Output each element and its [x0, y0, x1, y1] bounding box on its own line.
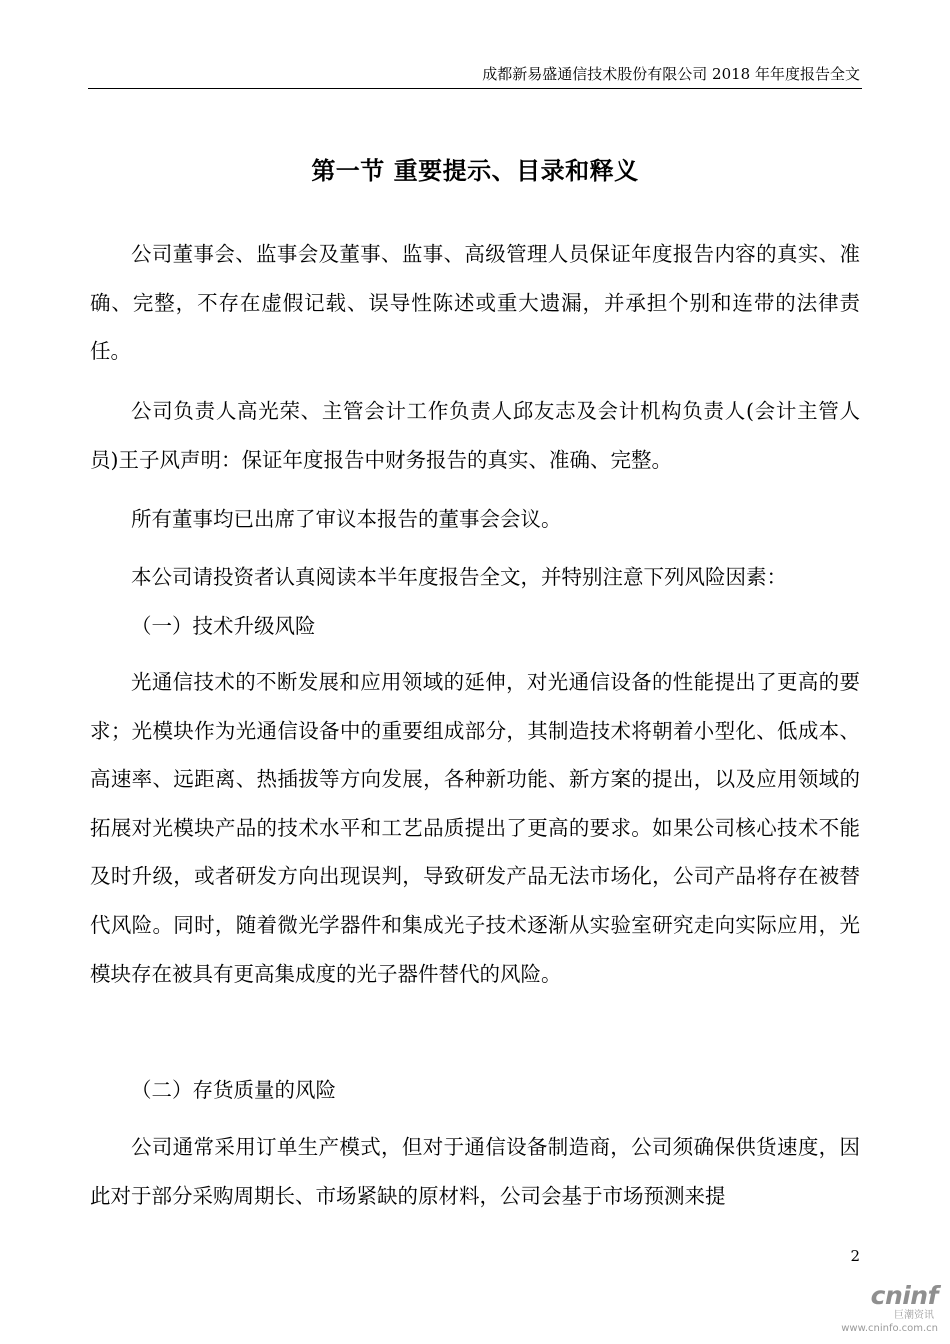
- risk-body-technology-upgrade: 光通信技术的不断发展和应用领域的延伸，对光通信设备的性能提出了更高的要求；光模块作为光通信设备中的重要组成部分，其制造技术将朝着小型化、低成本、高速率、远距离、热插拔等方向发展，各种新功能、新方案的提出，以及应用领域的拓展对光模块产品的技术水平和工艺品质提出了更高的要求。如果公司核心技术不能及时升级，或者研发方向出现误判，导致研发产品无法市场化，公司产品将存在被替代风险。同时，随着微光学器件和集成光子技术逐渐从实验室研究走向实际应用，光模块存在被具有更高集成度的光子器件替代的风险。: [90, 670, 860, 986]
- paragraph-board-guarantee: 公司董事会、监事会及董事、监事、高级管理人员保证年度报告内容的真实、准确、完整，不存在虚假记载、误导性陈述或重大遗漏，并承担个别和连带的法律责任。: [90, 242, 860, 364]
- cninfo-logo: cninf: [870, 1281, 938, 1310]
- report-header-title: 成都新易盛通信技术股份有限公司 2018 年年度报告全文: [482, 65, 860, 83]
- header-divider: [88, 88, 862, 89]
- cninfo-watermark: [841, 1281, 940, 1338]
- risk-body-inventory-quality: 公司通常采用订单生产模式，但对于通信设备制造商，公司须确保供货速度，因此对于部分采购周期长、市场紧缺的原材料，公司会基于市场预测来提: [90, 1135, 860, 1208]
- paragraph-investor-notice: 本公司请投资者认真阅读本半年度报告全文，并特别注意下列风险因素：: [131, 565, 787, 589]
- risk-heading-technology-upgrade: （一）技术升级风险: [131, 614, 316, 638]
- risk-heading-inventory-quality: （二）存货质量的风险: [131, 1078, 336, 1102]
- cninfo-url: www.cninfo.com.cn: [841, 1323, 938, 1334]
- cninfo-subtitle: 巨潮资讯: [894, 1310, 934, 1321]
- section-title: 第一节 重要提示、目录和释义: [311, 156, 639, 185]
- paragraph-responsible-persons: 公司负责人高光荣、主管会计工作负责人邱友志及会计机构负责人(会计主管人员)王子风声明：保证年度报告中财务报告的真实、准确、完整。: [90, 399, 860, 472]
- page-number: 2: [850, 1247, 860, 1265]
- paragraph-directors-attendance: 所有董事均已出席了审议本报告的董事会会议。: [131, 507, 562, 531]
